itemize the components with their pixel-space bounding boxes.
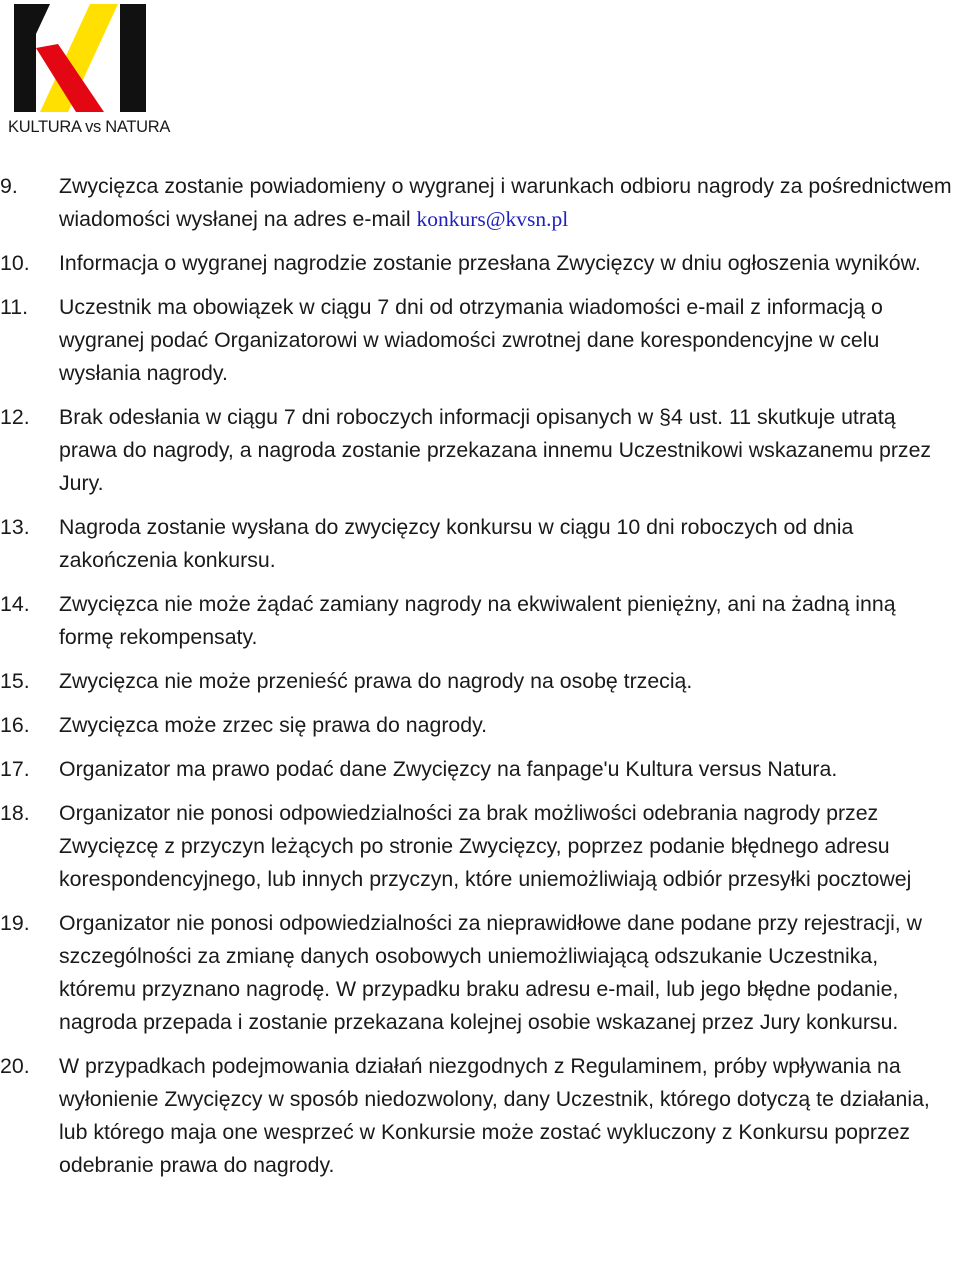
list-item [0, 247, 960, 280]
list-item [0, 709, 960, 742]
item-text: Uczestnik ma obowiązek w ciągu 7 dni od otrzymania wiadomości e-mail z informacją o wygranej podać Organizatorowi w wiadomości zwrotnej dane korespondencyjne w celu wysłania nagrody. [59, 295, 883, 385]
list-item [0, 291, 960, 390]
item-text: Nagroda zostanie wysłana do zwycięzcy konkursu w ciągu 10 dni roboczych od dnia zakończenia konkursu. [59, 515, 854, 572]
item-text: Zwycięzca zostanie powiadomieny o wygranej i warunkach odbioru nagrody za pośrednictwem wiadomości wysłanej na adres e-mail [59, 174, 952, 231]
list-item [0, 665, 960, 698]
item-text: Zwycięzca może zrzec się prawa do nagrody. [59, 713, 488, 737]
item-number: 13. [0, 515, 30, 539]
item-number: 12. [0, 405, 30, 429]
item-number: 14. [0, 592, 30, 616]
item-number: 11. [0, 295, 29, 319]
item-text: Zwycięzca nie może przenieść prawa do nagrody na osobę trzecią. [59, 669, 693, 693]
rules-list [0, 170, 960, 1193]
logo-text: KULTURA vs NATURA [8, 118, 171, 136]
item-text: Zwycięzca nie może żądać zamiany nagrody na ekwiwalent pieniężny, ani na żadną inną formę rekompensaty. [59, 592, 896, 649]
item-number: 18. [0, 801, 30, 825]
item-number: 20. [0, 1054, 30, 1078]
logo-mark [6, 4, 156, 116]
item-number: 15. [0, 669, 30, 693]
list-item [0, 511, 960, 577]
list-item [0, 1050, 960, 1182]
kvsn-logo [6, 4, 171, 136]
item-text: Informacja o wygranej nagrodzie zostanie przesłana Zwycięzcy w dniu ogłoszenia wyników. [59, 251, 921, 275]
item-number: 10. [0, 251, 30, 275]
email-link[interactable]: konkurs@kvsn.pl [416, 207, 569, 231]
list-item [0, 907, 960, 1039]
list-item [0, 797, 960, 896]
item-number: 16. [0, 713, 30, 737]
item-text: Organizator ma prawo podać dane Zwycięzcy na fanpage'u Kultura versus Natura. [59, 757, 838, 781]
list-item [0, 170, 960, 236]
item-number: 9. [0, 174, 18, 198]
item-number: 17. [0, 757, 30, 781]
item-text: Organizator nie ponosi odpowiedzialności za brak możliwości odebrania nagrody przez Zwycięzcę z przyczyn leżących po stronie Zwycięzcy, poprzez podanie błędnego adresu korespondencyjnego, lub innych przyczyn, które uniemożliwiają odbiór przesyłki pocztowej [59, 801, 912, 891]
item-text: Organizator nie ponosi odpowiedzialności za nieprawidłowe dane podane przy rejestracji, w szczególności za zmianę danych osobowych uniemożliwiającą odszukanie Uczestnika, któremu przyznano nagrodę. W przypadku braku adresu e-mail, lub jego błędne podanie, nagroda przepada i zostanie przekazana kolejnej osobie wskazanej przez Jury konkursu. [59, 911, 923, 1034]
item-text: Brak odesłania w ciągu 7 dni roboczych informacji opisanych w §4 ust. 11 skutkuje utratą prawa do nagrody, a nagroda zostanie przekazana innemu Uczestnikowi wskazanemu przez Jury. [59, 405, 932, 495]
item-number: 19. [0, 911, 30, 935]
list-item [0, 753, 960, 786]
item-text: W przypadkach podejmowania działań niezgodnych z Regulaminem, próby wpływania na wyłonienie Zwycięzcy w sposób niedozwolony, dany Uczestnik, którego dotyczą te działania, lub którego maja one wesprzeć w Konkursie może zostać wykluczony z Konkursu poprzez odebranie prawa do nagrody. [59, 1054, 930, 1177]
list-item [0, 588, 960, 654]
list-item [0, 401, 960, 500]
